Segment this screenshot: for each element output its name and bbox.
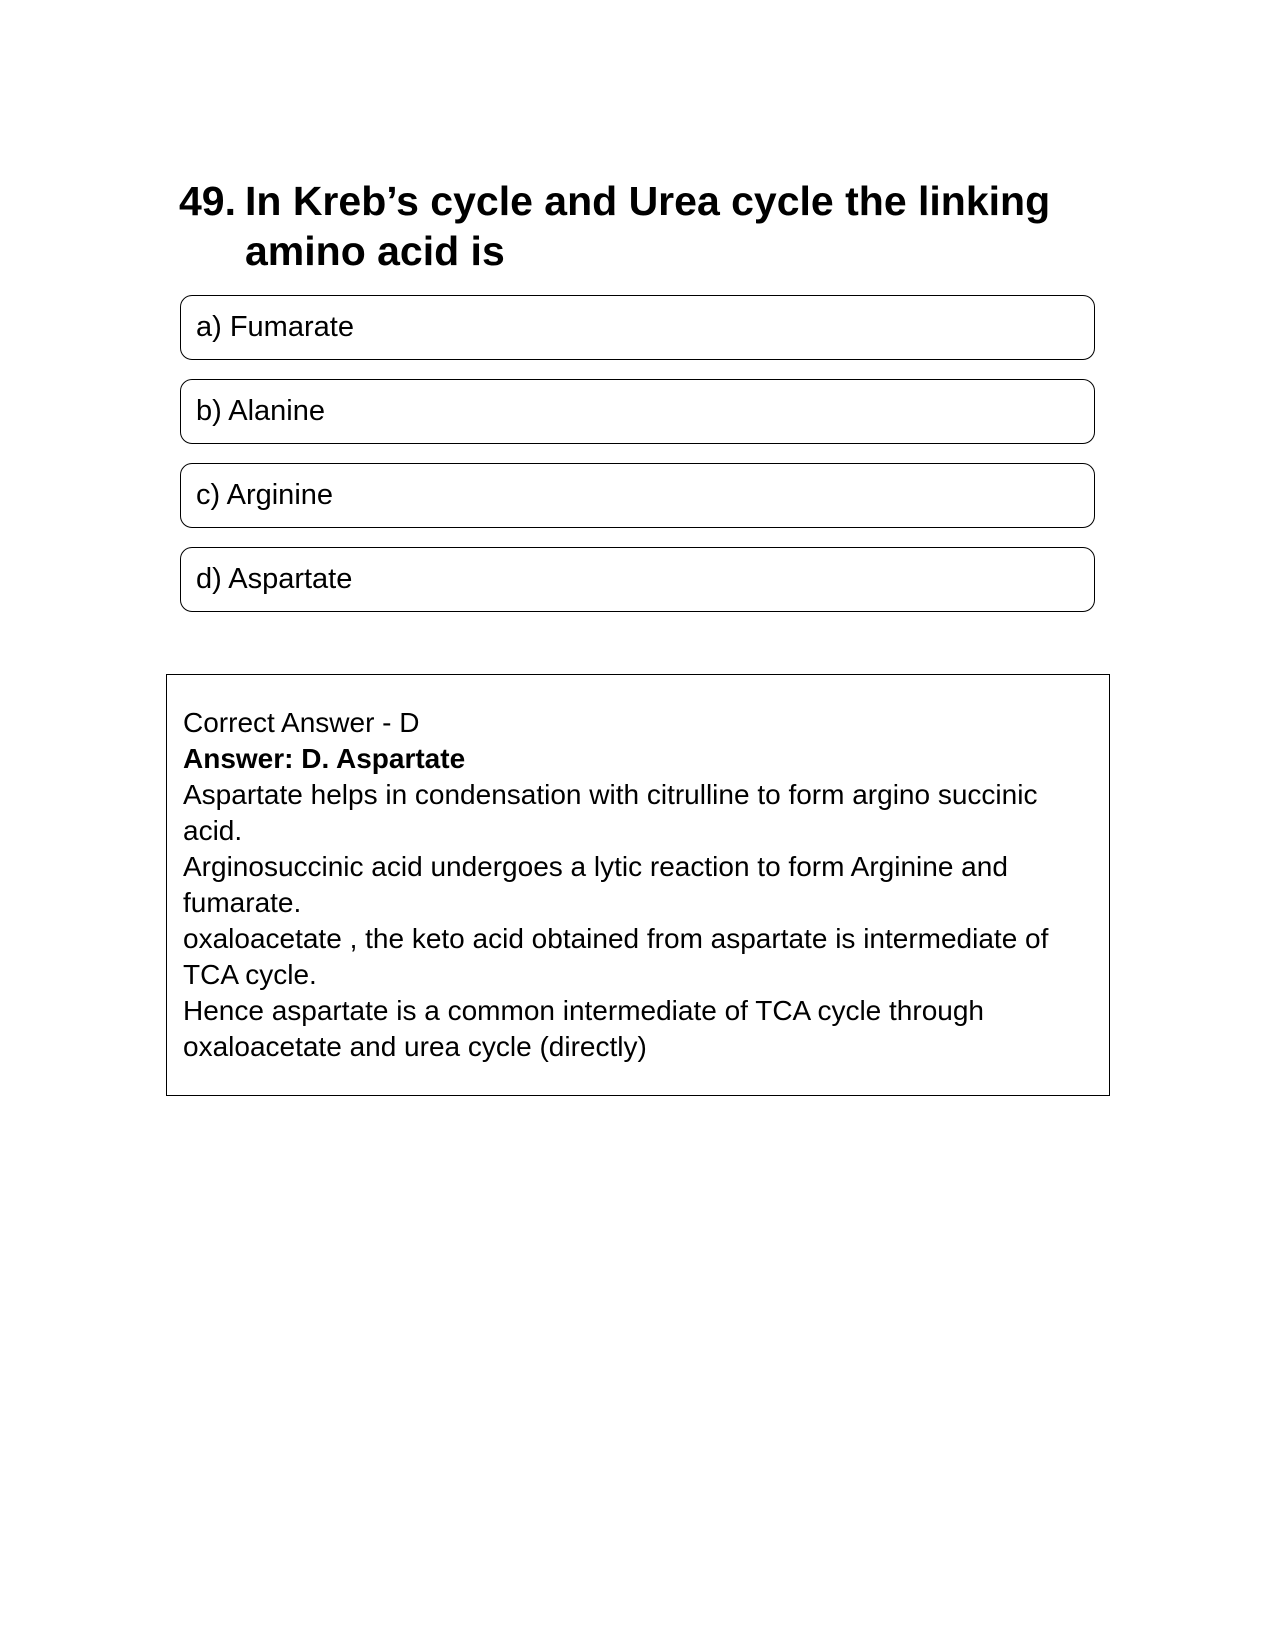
option-c[interactable]: c) Arginine	[180, 463, 1095, 528]
answer-heading: Answer: D. Aspartate	[183, 743, 466, 774]
explanation-line-2: Arginosuccinic acid undergoes a lytic reaction to form Arginine and fumarate.	[183, 851, 1008, 918]
question-heading	[179, 176, 1079, 276]
question-text: In Kreb’s cycle and Urea cycle the linking amino acid is	[245, 178, 1051, 274]
correct-answer-line: Correct Answer - D	[183, 707, 420, 738]
explanation-line-4: Hence aspartate is a common intermediate of TCA cycle through oxaloacetate and urea cycle (directly)	[183, 995, 984, 1062]
option-a[interactable]: a) Fumarate	[180, 295, 1095, 360]
explanation-line-1: Aspartate helps in condensation with citrulline to form argino succinic acid.	[183, 779, 1038, 846]
answer-explanation-box	[166, 674, 1110, 1096]
option-b[interactable]: b) Alanine	[180, 379, 1095, 444]
option-d[interactable]: d) Aspartate	[180, 547, 1095, 612]
question-number: 49.	[179, 178, 236, 224]
explanation-line-3: oxaloacetate , the keto acid obtained from aspartate is intermediate of TCA cycle.	[183, 923, 1049, 990]
